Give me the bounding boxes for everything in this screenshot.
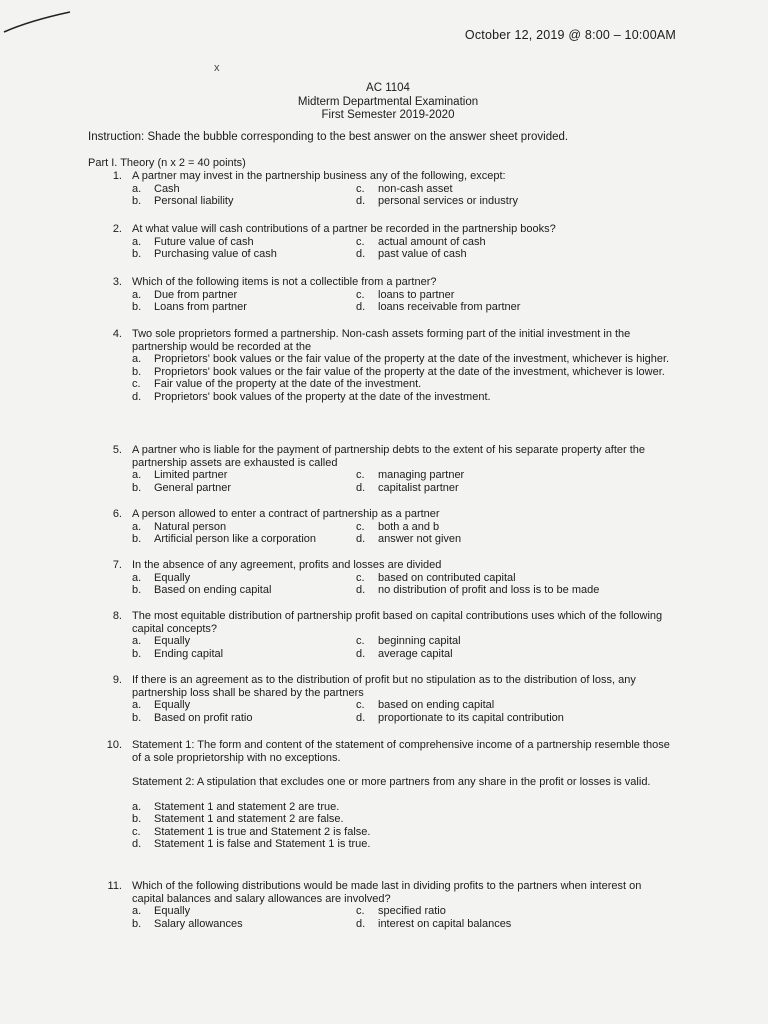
option-c: c. non-cash asset [356,182,453,195]
options [132,521,670,546]
option-d: d. past value of cash [356,248,467,260]
question-stem: Which of the following distributions would be made last in dividing profits to the partners when interest on capital balances and salary allowances are involved? [132,880,642,905]
option-b: b. Based on profit ratio [132,711,253,724]
course-code: AC 1104 [366,82,410,94]
option-a: a. Cash [132,182,180,195]
option-c: c. specified ratio [356,905,446,917]
question-10 [100,739,670,851]
options [132,353,670,403]
option-b: b. Artificial person like a corporation [132,533,317,545]
question-stem: A partner who is liable for the payment of partnership debts to the extent of his separate property after the partnership assets are exhausted is called [132,444,646,469]
option-a: a. Equally [132,905,191,917]
question-stem: A partner may invest in the partnership business any of the following, except: [132,170,506,182]
option-b: b. Based on ending capital [132,584,272,596]
option-c: c. Statement 1 is true and Statement 2 is false. [132,825,371,838]
question-stem: Two sole proprietors formed a partnership. Non-cash assets forming part of the initial investment in the partnership would be recorded at the [132,328,631,353]
question-number: 4. [112,328,122,340]
exam-title: Midterm Departmental Examination [297,95,479,108]
options [132,183,670,208]
question-number: 9. [112,674,122,686]
option-c: c. Fair value of the property at the date of the investment. [132,378,422,390]
option-c: c. actual amount of cash [356,235,486,248]
question-6 [100,508,670,546]
option-d: d. answer not given [356,533,462,545]
question-stem-2: Statement 2: A stipulation that excludes one or more partners from any share in the profit or losses is valid. [132,776,651,788]
options [132,572,670,597]
question-stem: If there is an agreement as to the distribution of profit but no stipulation as to the distribution of loss, any partnership loss shall be shared by the partners [132,674,636,699]
question-8 [100,610,670,660]
question-stem: Statement 1: The form and content of the statement of comprehensive income of a partnership resemble those of a sole proprietorship with no exceptions. [132,739,670,764]
option-c: c. managing partner [356,469,465,481]
question-stem: At what value will cash contributions of a partner be recorded in the partnership books? [132,223,556,235]
question-7 [100,559,670,597]
option-b: b. Statement 1 and statement 2 are false. [132,813,344,825]
option-a: a. Statement 1 and statement 2 are true. [132,800,340,813]
option-d: d. average capital [356,647,453,660]
option-d: d. loans receivable from partner [356,301,521,313]
options [132,801,670,851]
question-number: 7. [112,559,122,571]
option-c: c. beginning capital [356,635,461,647]
option-d: d. capitalist partner [356,481,459,494]
option-b: b. Ending capital [132,647,224,660]
question-number: 2. [112,223,122,235]
question-number: 1. [112,170,122,182]
option-a: a. Future value of cash [132,235,254,248]
question-stem: The most equitable distribution of partnership profit based on capital contributions uses which of the following capital concepts? [132,610,663,635]
options [132,699,670,724]
question-number: 8. [112,610,122,622]
question-5 [100,444,670,494]
question-number: 5. [112,444,122,456]
option-c: c. based on ending capital [356,699,495,711]
option-d: d. personal services or industry [356,195,519,207]
option-a: a. Natural person [132,520,227,533]
option-a: a. Equally [132,635,191,647]
option-c: c. both a and b [356,520,440,533]
question-stem: In the absence of any agreement, profits and losses are divided [132,559,442,571]
option-b: b. Proprietors' book values or the fair value of the property at the date of the investment, whichever is lower. [132,365,665,378]
question-4 [100,328,670,403]
option-d: d. Statement 1 is false and Statement 1 is true. [132,838,371,850]
option-a: a. Limited partner [132,469,228,481]
semester: First Semester 2019-2020 [321,109,455,121]
pen-stroke-mark [2,6,72,36]
option-d: d. proportionate to its capital contribution [356,711,564,724]
options [132,236,670,261]
options [132,905,670,930]
options [132,635,670,660]
option-b: b. Purchasing value of cash [132,248,277,260]
option-b: b. Personal liability [132,195,234,207]
option-d: d. interest on capital balances [356,917,512,930]
question-11 [100,880,670,930]
question-stem: Which of the following items is not a collectible from a partner? [132,276,437,288]
option-c: c. based on contributed capital [356,571,516,584]
option-a: a. Equally [132,699,191,711]
option-b: b. Loans from partner [132,301,247,313]
option-d: d. no distribution of profit and loss is to be made [356,584,600,596]
question-number: 11. [107,880,122,892]
option-b: b. Salary allowances [132,917,243,930]
options [132,469,670,494]
question-1 [100,170,670,208]
option-d: d. Proprietors' book values of the property at the date of the investment. [132,390,491,403]
question-stem: A person allowed to enter a contract of partnership as a partner [132,508,440,520]
question-9 [100,674,670,724]
option-b: b. General partner [132,481,232,494]
options [132,289,670,314]
question-2 [100,223,670,261]
exam-date-time: October 12, 2019 @ 8:00 – 10:00AM [464,28,676,42]
exam-header [0,82,768,123]
option-a: a. Equally [132,571,191,584]
tick-mark: x [214,62,220,74]
question-3 [100,276,670,314]
instruction: Instruction: Shade the bubble corresponding to the best answer on the answer sheet provided. [88,131,569,143]
part-title: Part I. Theory (n x 2 = 40 points) [88,157,246,169]
option-a: a. Due from partner [132,288,238,301]
option-c: c. loans to partner [356,288,455,301]
question-number: 6. [112,508,122,520]
question-number: 10. [106,739,122,751]
option-a: a. Proprietors' book values or the fair value of the property at the date of the investment, whichever is higher. [132,353,670,365]
question-number: 3. [112,276,122,288]
